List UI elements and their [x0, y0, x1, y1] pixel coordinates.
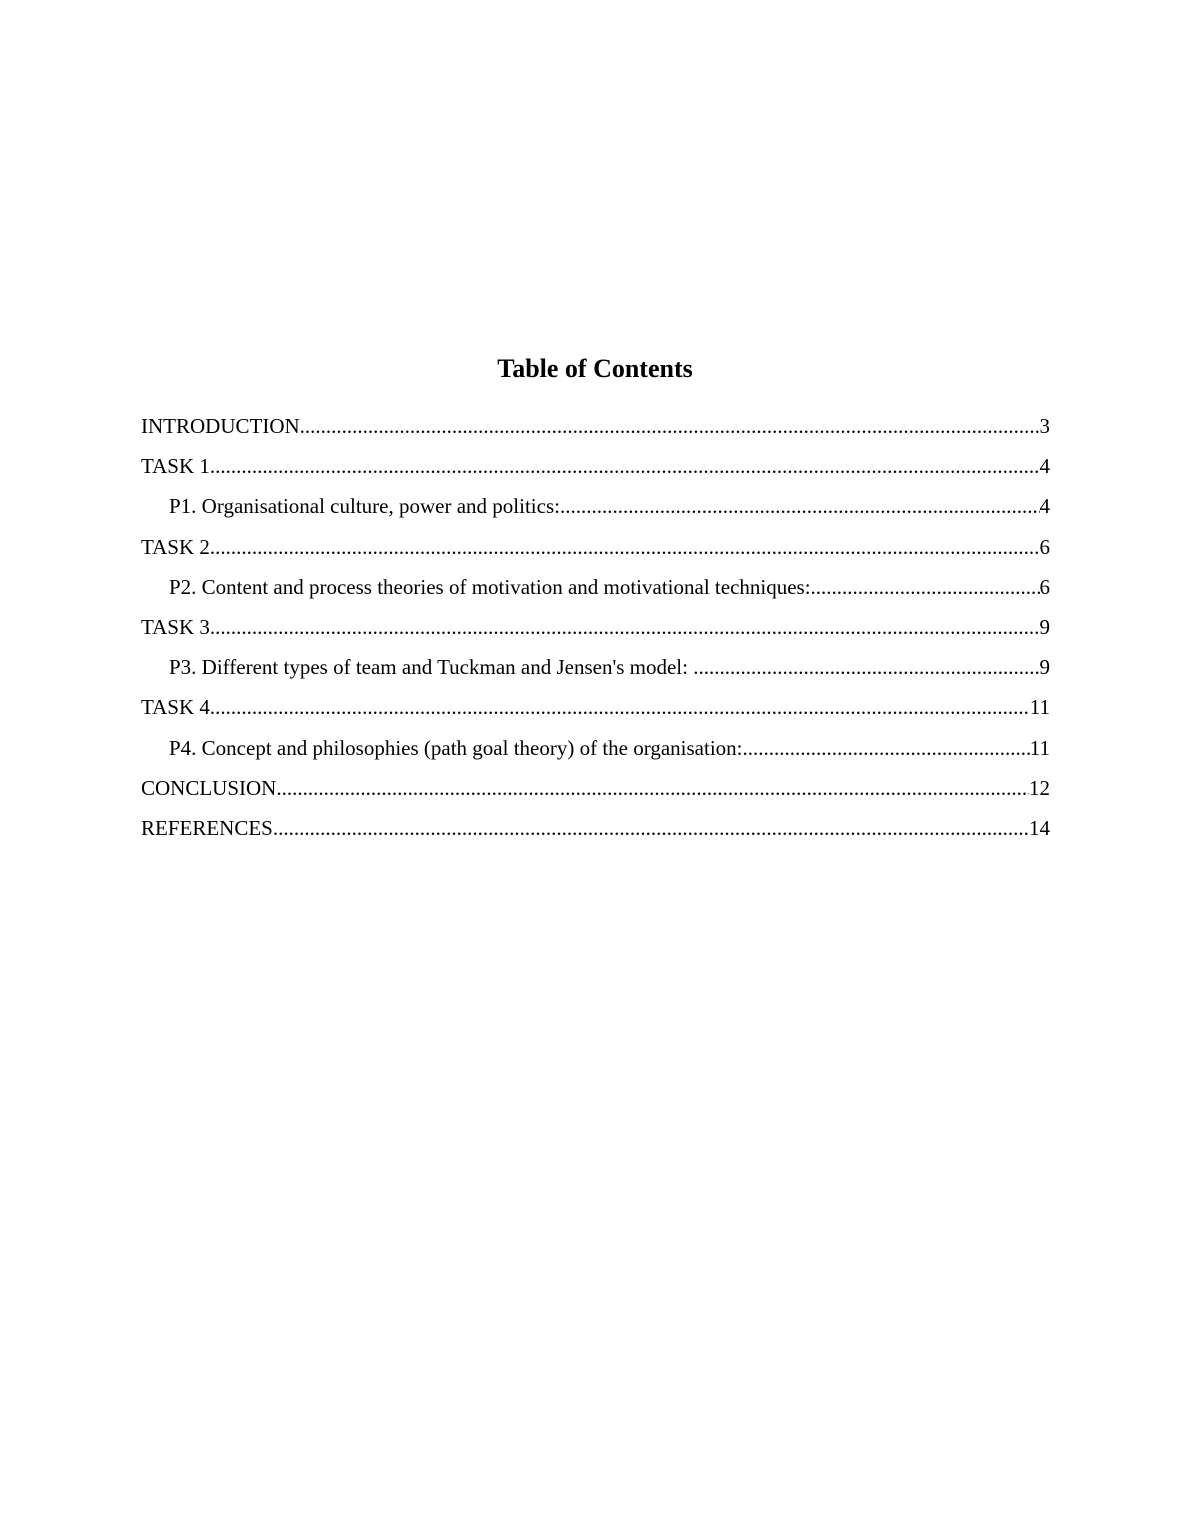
- dot-leader: [560, 488, 1040, 524]
- toc-entry-p3[interactable]: [141, 649, 1050, 689]
- toc-list: [141, 408, 1050, 850]
- dot-leader: [210, 529, 1040, 565]
- dot-leader: [300, 408, 1040, 444]
- toc-entry-references[interactable]: [141, 810, 1050, 850]
- toc-entry-page: 6: [1039, 534, 1050, 559]
- dot-leader: [210, 689, 1030, 725]
- toc-entry-introduction[interactable]: [141, 408, 1050, 448]
- toc-entry-label: INTRODUCTION: [141, 414, 300, 438]
- toc-entry-label: TASK 3: [141, 614, 210, 639]
- toc-entry-label: P2. Content and process theories of motivation and motivational techniques:: [169, 574, 811, 599]
- toc-entry-conclusion[interactable]: [141, 770, 1050, 810]
- toc-entry-page: 4: [1039, 454, 1050, 479]
- toc-entry-page: 4: [1039, 494, 1050, 519]
- toc-entry-page: 9: [1039, 655, 1050, 680]
- toc-entry-label: TASK 1: [141, 454, 210, 479]
- toc-entry-task-4[interactable]: [141, 689, 1050, 729]
- toc-entry-page: 6: [1039, 574, 1050, 599]
- toc-entry-label: P4. Concept and philosophies (path goal theory) of the organisation:: [169, 735, 743, 760]
- toc-entry-p2[interactable]: [141, 569, 1050, 609]
- toc-entry-label: P3. Different types of team and Tuckman and Jensen's model:: [169, 655, 694, 680]
- toc-entry-task-1[interactable]: [141, 448, 1050, 488]
- toc-entry-label: TASK 4: [141, 695, 210, 720]
- toc-title: Table of Contents: [497, 354, 693, 383]
- toc-entry-label: TASK 2: [141, 534, 210, 559]
- dot-leader: [811, 569, 1040, 605]
- toc-entry-page: 9: [1039, 614, 1050, 639]
- toc-entry-page: 11: [1029, 735, 1050, 760]
- toc-entry-p1[interactable]: [141, 488, 1050, 528]
- toc-entry-page: 12: [1029, 775, 1050, 800]
- dot-leader: [693, 649, 1039, 685]
- toc-entry-p4[interactable]: [141, 730, 1050, 770]
- toc-entry-page: 3: [1039, 414, 1050, 438]
- dot-leader: [210, 448, 1040, 484]
- toc-entry-label: CONCLUSION: [141, 775, 277, 800]
- toc-entry-task-2[interactable]: [141, 529, 1050, 569]
- toc-entry-page: 14: [1029, 815, 1050, 840]
- toc-entry-task-3[interactable]: [141, 609, 1050, 649]
- dot-leader: [210, 609, 1040, 645]
- dot-leader: [273, 810, 1029, 846]
- toc-entry-label: REFERENCES: [141, 815, 273, 840]
- toc-entry-page: 11: [1029, 695, 1050, 720]
- dot-leader: [743, 730, 1030, 766]
- dot-leader: [276, 770, 1029, 806]
- toc-entry-label: P1. Organisational culture, power and politics:: [169, 494, 560, 519]
